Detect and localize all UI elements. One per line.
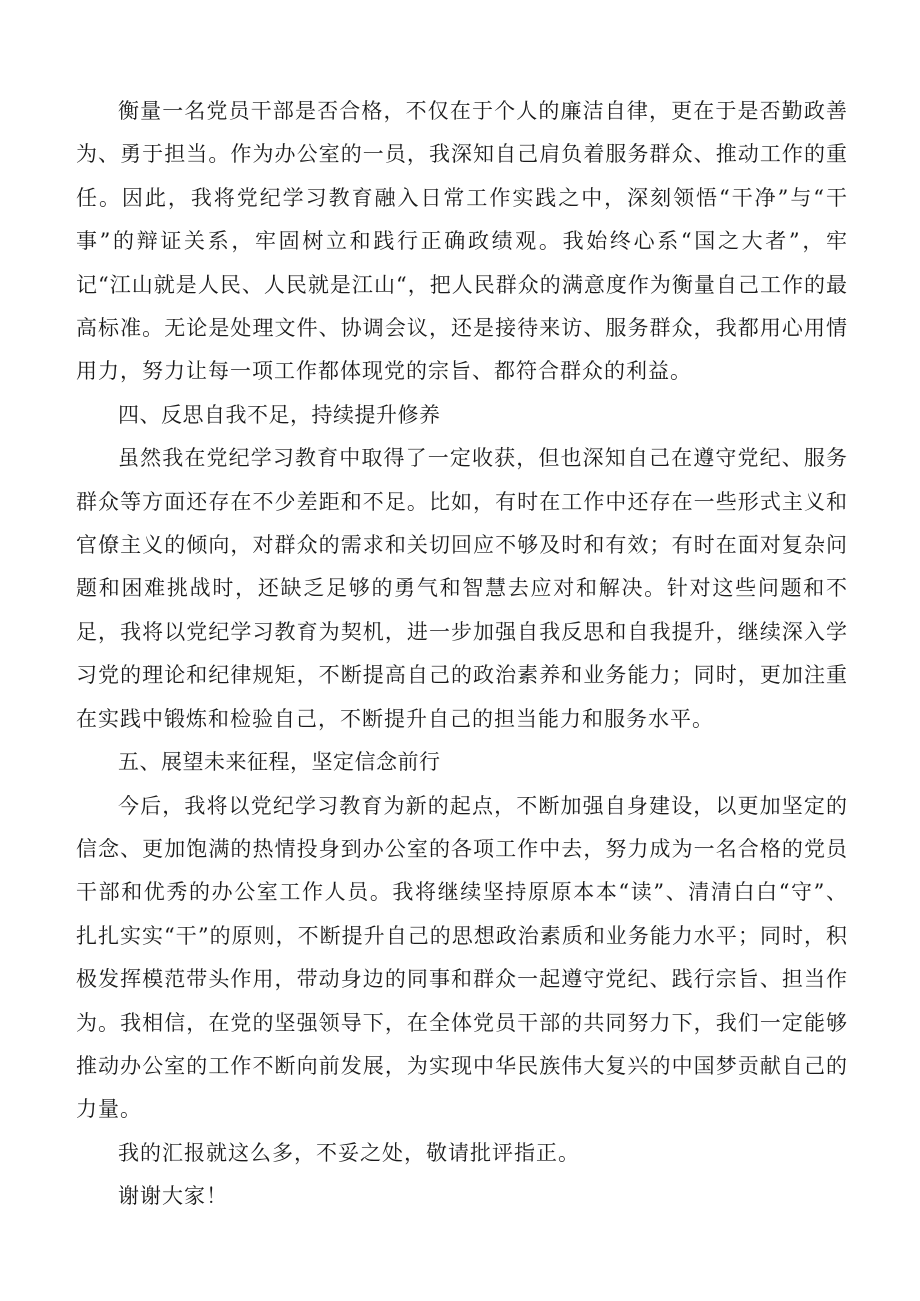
paragraph-outlook: 今后，我将以党纪学习教育为新的起点，不断加强自身建设，以更加坚定的信念、更加饱满的热情投身到办公室的各项工作中去，努力成为一名合格的党员干部和优秀的办公室工作人员。我将继续坚持原原本本“读”、清清白白“守”、扎扎实实“干”的原则，不断提升自己的思想政治素质和业务能力水平；同时，积极发挥模范带头作用，带动身边的同事和群众一起遵守党纪、践行宗旨、担当作为。我相信，在党的坚强领导下，在全体党员干部的共同努力下，我们一定能够推动办公室的工作不断向前发展，为实现中华民族伟大复兴的中国梦贡献自己的力量。 xyxy=(76,793,848,1122)
paragraph-responsibility: 衡量一名党员干部是否合格，不仅在于个人的廉洁自律，更在于是否勤政善为、勇于担当。作为办公室的一员，我深知自己肩负着服务群众、推动工作的重任。因此，我将党纪学习教育融入日常工作实践之中，深刻领悟“干净”与“干事”的辩证关系，牢固树立和践行正确政绩观。我始终心系“国之大者”，牢记“江山就是人民、人民就是江山“，把人民群众的满意度作为衡量自己工作的最高标准。无论是处理文件、协调会议，还是接待来访、服务群众，我都用心用情用力，努力让每一项工作都体现党的宗旨、都符合群众的利益。 xyxy=(76,99,848,384)
document-body xyxy=(76,90,848,1219)
paragraph-thanks: 谢谢大家！ xyxy=(118,1184,228,1209)
section-heading-5: 五、展望未来征程，坚定信念前行 xyxy=(118,750,441,775)
paragraph-reflection: 虽然我在党纪学习教育中取得了一定收获，但也深知自己在遵守党纪、服务群众等方面还存在不少差距和不足。比如，有时在工作中还存在一些形式主义和官僚主义的倾向，对群众的需求和关切回应不够及时和有效；有时在面对复杂问题和困难挑战时，还缺乏足够的勇气和智慧去应对和解决。针对这些问题和不足，我将以党纪学习教育为契机，进一步加强自我反思和自我提升，继续深入学习党的理论和纪律规矩，不断提高自己的政治素养和业务能力；同时，更加注重在实践中锻炼和检验自己，不断提升自己的担当能力和服务水平。 xyxy=(76,446,848,731)
paragraph-closing: 我的汇报就这么多，不妥之处，敬请批评指正。 xyxy=(118,1140,580,1165)
section-heading-4: 四、反思自我不足，持续提升修养 xyxy=(118,402,441,427)
